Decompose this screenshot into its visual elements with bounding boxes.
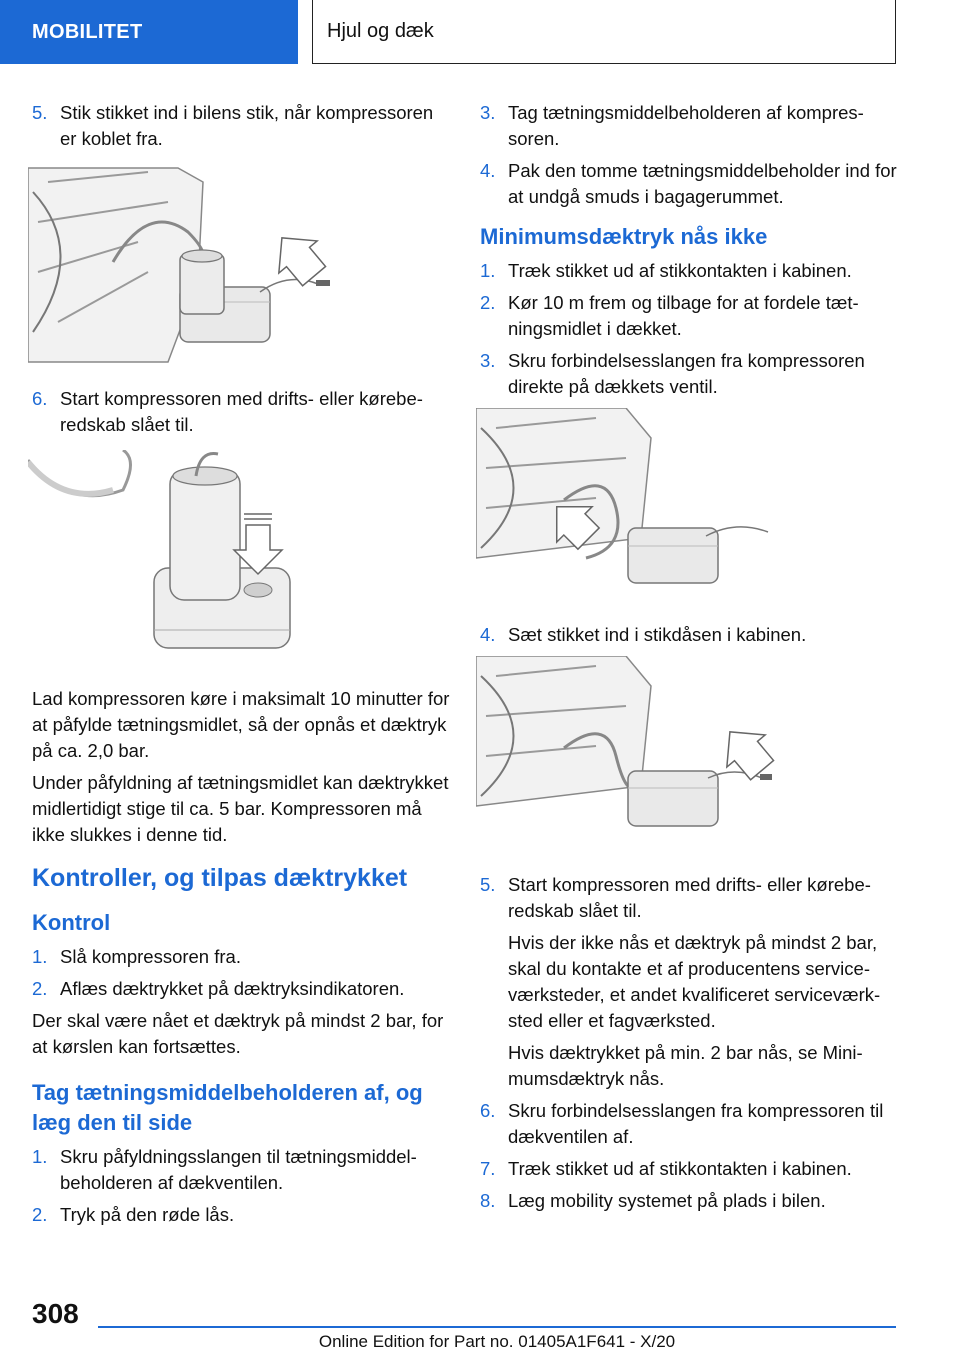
- list-item: [480, 290, 900, 342]
- section-heading: Kontroller, og tilpas dæktrykket: [32, 864, 408, 892]
- list-item: [480, 158, 900, 210]
- list-item: [480, 872, 900, 924]
- list-item: [32, 1202, 450, 1228]
- page-number: 308: [32, 1298, 79, 1329]
- step-number: 2.: [480, 292, 496, 313]
- list-item: [32, 100, 450, 152]
- step-number: 8.: [480, 1190, 496, 1211]
- list-item: [480, 348, 900, 400]
- step-text: Skru forbindelsesslangen fra kompressoren til dækventilen af.: [508, 1100, 884, 1147]
- step-number: 1.: [32, 946, 48, 967]
- step-number: 6.: [32, 388, 48, 409]
- list-item: [32, 944, 450, 970]
- list-item: [480, 622, 900, 648]
- paragraph: Hvis dæktrykket på min. 2 bar nås, se Minimumsdæktryk nås.: [508, 1042, 863, 1089]
- section-label: MOBILITET: [32, 20, 143, 43]
- step-text: Skru forbindelsesslangen fra kompressoren direkte på dækkets ventil.: [508, 350, 865, 397]
- step-number: 2.: [32, 978, 48, 999]
- section-tab[interactable]: [0, 0, 298, 64]
- step-text: Aflæs dæktrykket på dæktryksindikatoren.: [60, 978, 405, 999]
- step-text: Start kompressoren med drifts- eller køreberedskab slået til.: [60, 388, 423, 435]
- step-text: Slå kompressoren fra.: [60, 946, 241, 967]
- illustration-compressor-start: [28, 450, 328, 660]
- step-text: Kør 10 m frem og tilbage for at fordele tætningsmidlet i dækket.: [508, 292, 859, 339]
- list-item: [32, 1144, 450, 1196]
- list-item: [480, 258, 900, 284]
- step-number: 6.: [480, 1100, 496, 1121]
- paragraph: Under påfyldning af tætningsmidlet kan dæktrykket midlertidigt stige til ca. 5 bar. Kompressoren må ikke slukkes i denne tid.: [32, 772, 449, 845]
- step-text: Tag tætningsmiddelbeholderen af kompressoren.: [508, 102, 864, 149]
- chapter-label: Hjul og dæk: [327, 20, 434, 42]
- list-item: [32, 386, 450, 438]
- subsection-heading: Minimumsdæktryk nås ikke: [480, 224, 768, 249]
- footer-divider: [98, 1326, 896, 1328]
- step-text: Tryk på den røde lås.: [60, 1204, 235, 1225]
- illustration-compressor-plug: [28, 162, 338, 372]
- step-text: Læg mobility systemet på plads i bilen.: [508, 1190, 826, 1211]
- step-text: Træk stikket ud af stikkontakten i kabinen.: [508, 1158, 852, 1179]
- list-item: [32, 976, 450, 1002]
- step-text: Pak den tomme tætningsmiddelbeholder ind for at undgå smuds i bagagerummet.: [508, 160, 897, 207]
- step-number: 5.: [32, 102, 48, 123]
- footer-edition: Online Edition for Part no. 01405A1F641 - X/20: [318, 1332, 676, 1351]
- paragraph: Der skal være nået et dæktryk på mindst 2 bar, for at kørslen kan fortsættes.: [32, 1010, 444, 1057]
- subsection-heading: Tag tætningsmiddelbeholderen af, og læg den til side: [32, 1080, 423, 1135]
- step-text: Skru påfyldningsslangen til tætningsmiddelbeholderen af dækventilen.: [60, 1146, 417, 1193]
- list-item: [480, 1098, 900, 1150]
- paragraph: Lad kompressoren køre i maksimalt 10 minutter for at påfylde tætningsmidlet, så der opnås et dæktryk på ca. 2,0 bar.: [32, 688, 450, 761]
- step-number: 1.: [32, 1146, 48, 1167]
- list-item: [480, 1156, 900, 1182]
- step-text: Træk stikket ud af stikkontakten i kabinen.: [508, 260, 852, 281]
- left-column: [32, 100, 450, 1234]
- step-number: 2.: [32, 1204, 48, 1225]
- right-column: [480, 100, 900, 1220]
- step-number: 1.: [480, 260, 496, 281]
- subsection-heading: Kontrol: [32, 910, 111, 935]
- step-number: 5.: [480, 874, 496, 895]
- paragraph: Hvis der ikke nås et dæktryk på mindst 2 bar, skal du kontakte et af producentens serviceværksteder, et andet kvalificeret serviceværksted eller et fagværksted.: [508, 932, 881, 1031]
- step-number: 4.: [480, 160, 496, 181]
- illustration-plug-in-socket: [476, 656, 776, 846]
- list-item: [480, 1188, 900, 1214]
- chapter-header: [312, 0, 896, 64]
- step-text: Sæt stikket ind i stikdåsen i kabinen.: [508, 624, 807, 645]
- illustration-hose-to-valve: [476, 408, 776, 598]
- step-number: 3.: [480, 102, 496, 123]
- step-number: 4.: [480, 624, 496, 645]
- step-text: Stik stikket ind i bilens stik, når kompressoren er koblet fra.: [60, 102, 434, 149]
- list-item: [480, 100, 900, 152]
- step-number: 7.: [480, 1158, 496, 1179]
- step-number: 3.: [480, 350, 496, 371]
- step-text: Start kompressoren med drifts- eller køreberedskab slået til.: [508, 874, 871, 921]
